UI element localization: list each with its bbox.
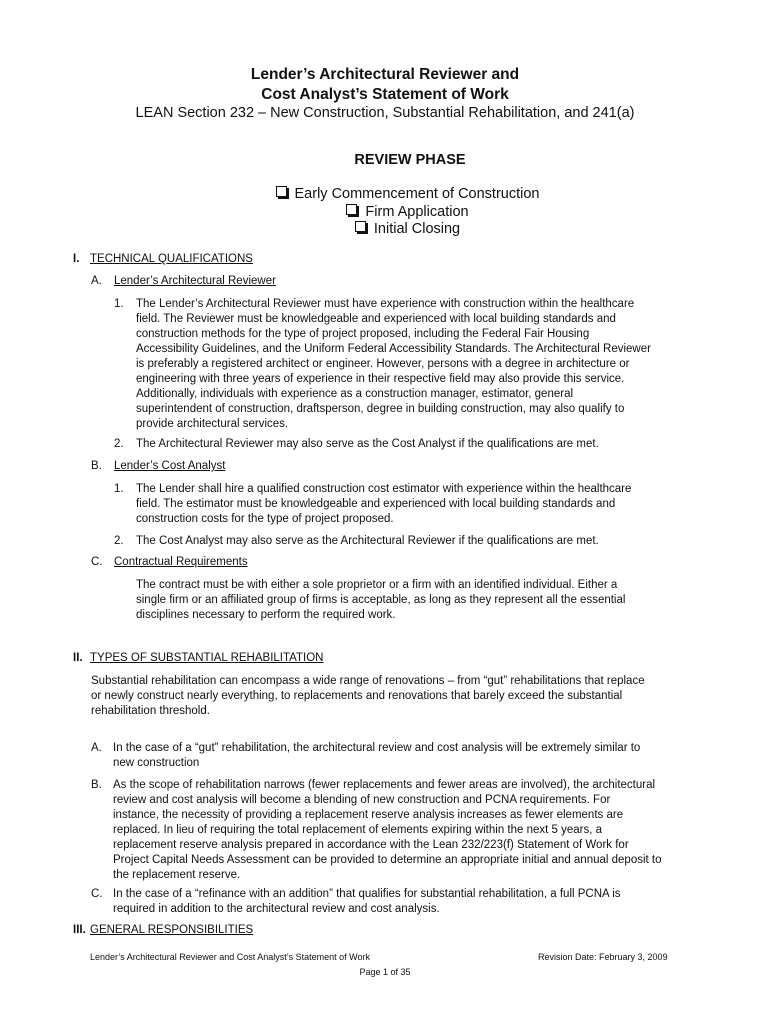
text-line: Substantial rehabilitation can encompass a wide range of renovations – from “gut” rehabilitations that replace — [91, 675, 645, 687]
text-line: or newly construct nearly everything, to replacements and renovations that barely exceed the substantial — [91, 690, 623, 702]
text-line: disciplines necessary to perform the required work. — [136, 609, 396, 621]
item-text: The Cost Analyst may also serve as the Architectural Reviewer if the qualifications are met. — [136, 535, 599, 547]
text-line: new construction — [113, 757, 200, 769]
subsection-title: Contractual Requirements — [114, 556, 248, 568]
item-text — [136, 297, 651, 432]
footer-page-number: Page 1 of 35 — [359, 967, 411, 977]
item-number: 1. — [114, 483, 124, 495]
text-line: rehabilitation threshold. — [91, 705, 210, 717]
text-line: instance, the necessity of providing a replacement reserve analysis increases as fewer elements are — [113, 809, 624, 821]
text-line: replaced. In lieu of requiring the total replacement of elements expiring within the next 5 years, a — [113, 824, 603, 836]
item-text — [113, 741, 640, 771]
item-number: 2. — [114, 535, 124, 547]
checkbox-icon[interactable] — [276, 186, 287, 197]
section-title: GENERAL RESPONSIBILITIES — [90, 924, 254, 936]
text-line: superintendent of construction, draftsperson, degree in building construction, may also qualify to — [136, 403, 625, 415]
subsection-title: Lender’s Architectural Reviewer — [114, 275, 276, 287]
contract-paragraph — [136, 578, 736, 623]
footer-document-title: Lender’s Architectural Reviewer and Cost Analyst’s Statement of Work — [90, 952, 370, 962]
section-title: TYPES OF SUBSTANTIAL REHABILITATION — [90, 652, 324, 664]
phase-option-label: Firm Application — [365, 204, 469, 220]
item-letter: A. — [91, 742, 102, 754]
text-line: Additionally, individuals with experience as a construction manager, estimator, general — [136, 388, 574, 400]
checkbox-icon[interactable] — [346, 204, 357, 215]
text-line: As the scope of rehabilitation narrows (fewer replacements and fewer areas are involved), the architectural — [113, 779, 656, 791]
text-line: Project Capital Needs Assessment can be provided to determine an appropriate initial and annual deposit to — [113, 854, 662, 866]
item-text — [113, 778, 662, 883]
checkbox-icon[interactable] — [355, 221, 366, 232]
phase-option-early-commencement[interactable] — [0, 186, 770, 202]
text-line: In the case of a “gut” rehabilitation, the architectural review and cost analysis will be extremely similar to — [113, 742, 641, 754]
text-line: review and cost analysis will become a blending of new construction and PCNA requirements. For — [113, 794, 611, 806]
footer-revision-date: Revision Date: February 3, 2009 — [538, 952, 668, 962]
text-line: required in addition to the architectural review and cost analysis. — [113, 903, 440, 915]
document-title-line2: Cost Analyst’s Statement of Work — [261, 86, 509, 103]
subsection-letter: C. — [91, 556, 103, 568]
text-line: the replacement reserve. — [113, 869, 241, 881]
text-line: field. The Reviewer must be knowledgeable and experienced with local building standards and — [136, 313, 616, 325]
item-text: The Architectural Reviewer may also serve as the Cost Analyst if the qualifications are met. — [136, 438, 599, 450]
section-title: TECHNICAL QUALIFICATIONS — [90, 253, 253, 265]
text-line: The contract must be with either a sole proprietor or a firm with an identified individual. Either a — [136, 579, 618, 591]
item-text — [136, 482, 631, 527]
item-text — [113, 887, 621, 917]
text-line: provide architectural services. — [136, 418, 289, 430]
text-line: The Lender shall hire a qualified construction cost estimator with experience within the healthcare — [136, 483, 632, 495]
document-title-line1: Lender’s Architectural Reviewer and — [250, 66, 520, 83]
section-number: I. — [73, 253, 80, 265]
text-line: The Lender’s Architectural Reviewer must have experience with construction within the healthcare — [136, 298, 635, 310]
item-number: 1. — [114, 298, 124, 310]
section-number: III. — [73, 924, 86, 936]
text-line: Accessibility Guidelines, and the Uniform Federal Accessibility Standards. The Architectural Reviewer — [136, 343, 651, 355]
text-line: In the case of a “refinance with an addition” that qualifies for substantial rehabilitation, a full PCNA is — [113, 888, 621, 900]
section-number: II. — [73, 652, 83, 664]
text-line: engineering with three years of experience in their respective field may also provide this service. — [136, 373, 625, 385]
phase-option-label: Initial Closing — [373, 221, 461, 237]
subsection-letter: A. — [91, 275, 102, 287]
phase-option-initial-closing[interactable] — [0, 221, 770, 237]
rehab-intro-paragraph — [91, 674, 711, 719]
item-letter: B. — [91, 779, 102, 791]
review-phase-heading: REVIEW PHASE — [354, 152, 466, 168]
text-line: is preferably a registered architect or engineer. However, persons with a degree in architecture or — [136, 358, 630, 370]
subsection-letter: B. — [91, 460, 102, 472]
text-line: construction costs for the type of project proposed. — [136, 513, 394, 525]
phase-option-firm-application[interactable] — [0, 204, 770, 220]
text-line: replacement reserve analysis prepared in accordance with the Lean 232/223(f) Statement of Work for — [113, 839, 629, 851]
text-line: field. The estimator must be knowledgeable and experienced with local building standards and — [136, 498, 616, 510]
item-number: 2. — [114, 438, 124, 450]
subsection-title: Lender’s Cost Analyst — [114, 460, 226, 472]
document-subtitle: LEAN Section 232 – New Construction, Substantial Rehabilitation, and 241(a) — [135, 105, 635, 121]
item-letter: C. — [91, 888, 103, 900]
text-line: construction methods for the type of project proposed, including the Federal Fair Housing — [136, 328, 590, 340]
phase-option-label: Early Commencement of Construction — [294, 186, 540, 202]
text-line: single firm or an affiliated group of firms is acceptable, as long as they represent all the essential — [136, 594, 626, 606]
